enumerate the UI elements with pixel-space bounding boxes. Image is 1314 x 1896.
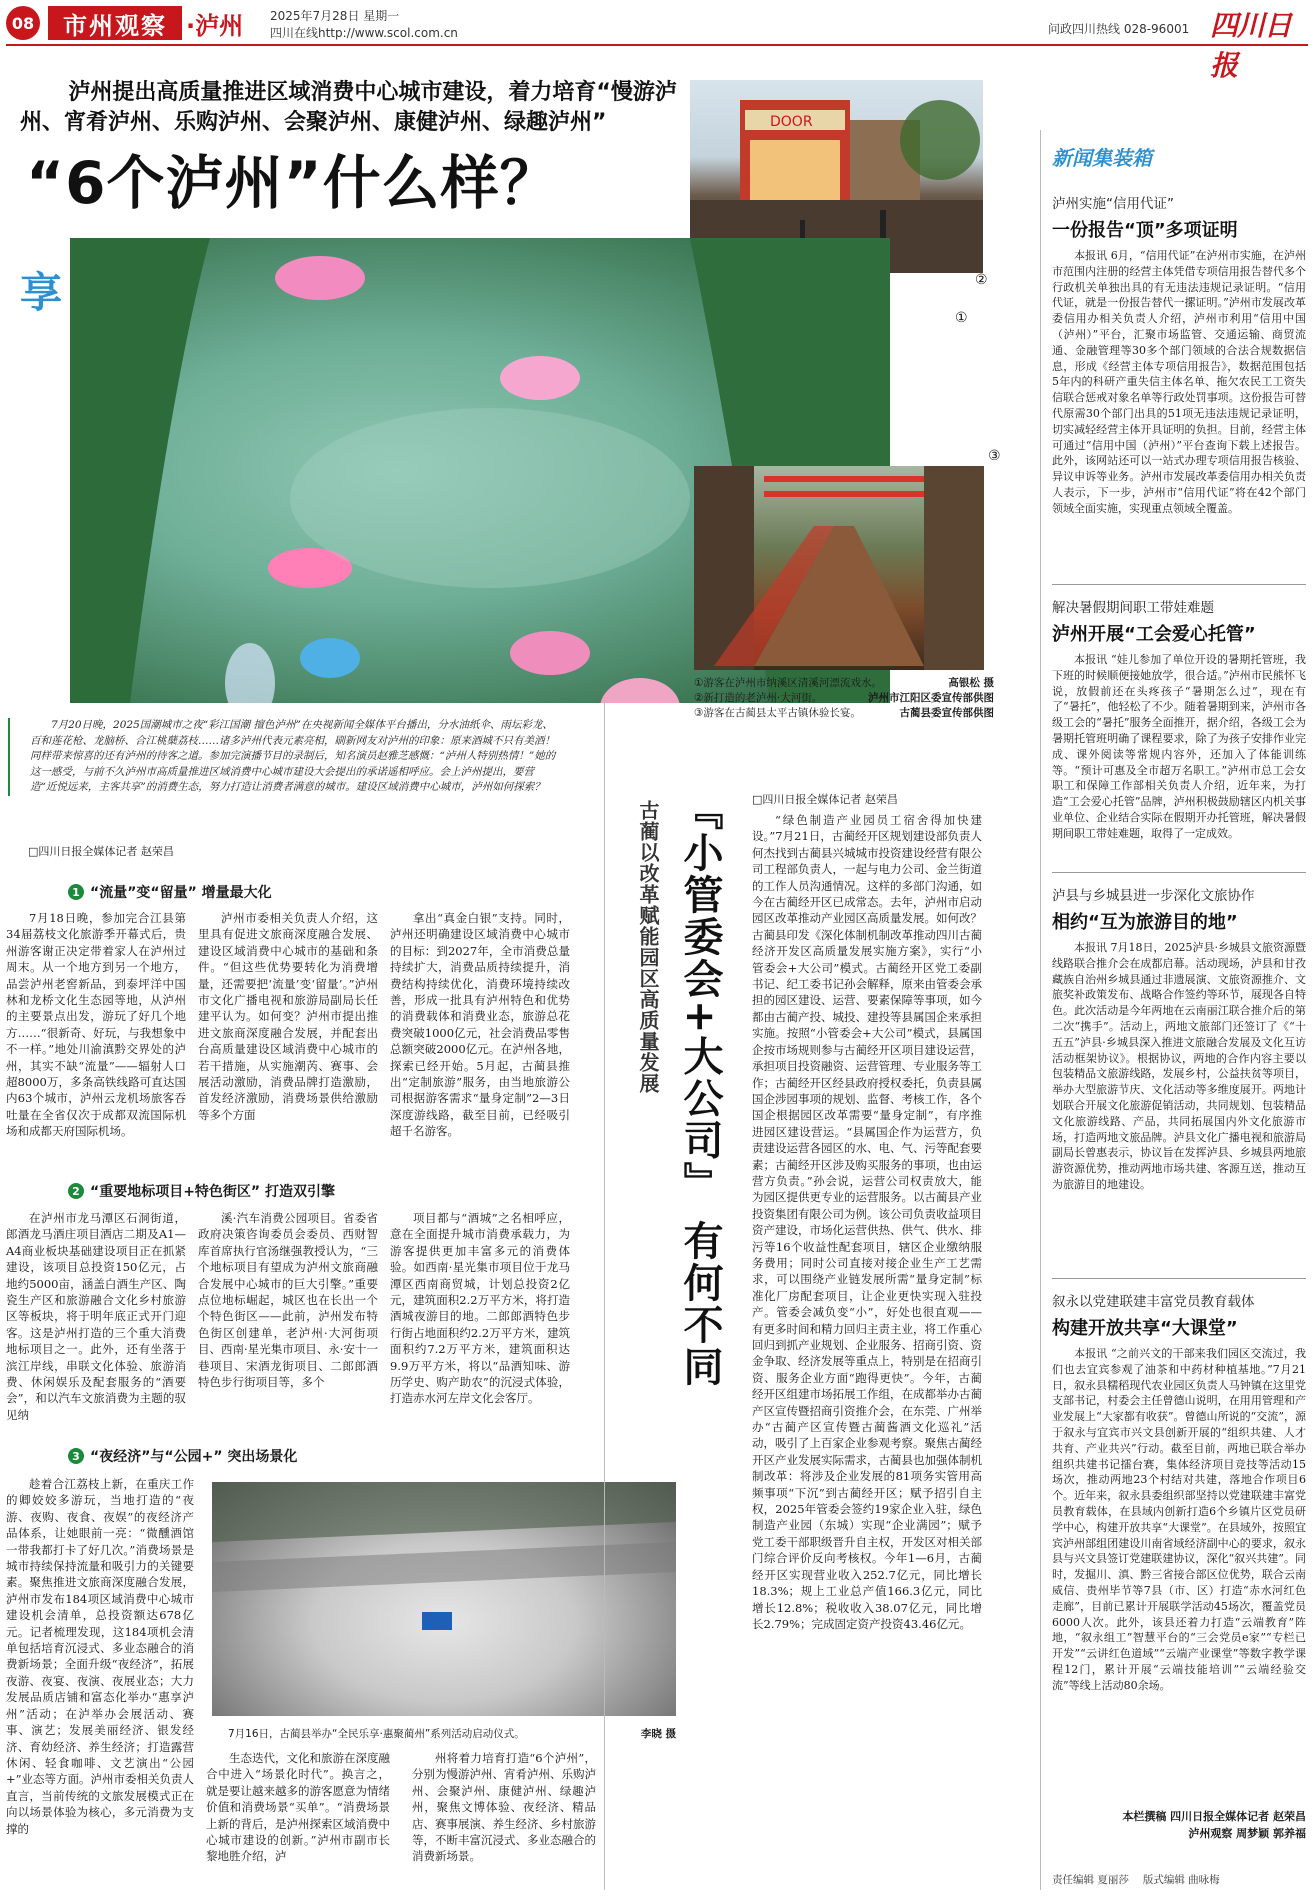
lead-col-5: 溪·汽车消费公园项目。省委省政府决策咨询委员会委员、西财智库首席执行官汤继强教授认为，“三个地标项目有望成为泸州文旅商融合发展中心城市的巨大引擎。”重要点位地标崛起，城区也在长出一个个特色街区——此前，泸州发布特色街区创建单，老泸州·大河街项目、西南·星光集市项目、永·安十一巷项目、宋酒龙街项目、二郎郎酒特色步行街项目等，多个: [198, 1211, 378, 1390]
brief-2-kicker: 解决暑假期间职工带娃难题: [1052, 600, 1214, 616]
lead-col-3: 拿出“真金白银”支持。同时，泸州还明确建设区域消费中心城市的目标：到2027年，全市消费总量持续扩大，消费品质持续提升，消费结构持续优化，消费环境持续改善，形成一批具有泸州特色和优势的消费载体和消费业态，旅游总花费突破1000亿元，社会消费品零售总额突破2000亿元。在泸州各地，探索已经开始。5月起，古蔺县推出“定制旅游”服务，由当地旅游公司根据游客需求“量身定制”2—3日深度游线路，截至目前，已经吸引超千名游客。: [390, 911, 570, 1139]
lead-headline: “6个泸州”什么样？: [26, 149, 559, 217]
shop-sign-text: DOOR: [770, 114, 813, 130]
brief-4-kicker: 叙永以党建联建丰富党员教育载体: [1052, 1294, 1255, 1310]
lead-intro-text: 7月20日晚，2025国潮城市之夜“彩江国潮 擅色泸州”在央视新闻全媒体平台播出，分水油纸伞、雨坛彩龙、百和莲花枪、龙脑桥、合江桃蘖荔枝……诸多泸州代表元素亮相，刷新网友对泸州的印象：原来酒城不只有美酒！同样带来惊喜的还有泸州的待客之道。参加完演播节目的录制后，知名演员赵雅芝感慨：“泸州人特别热情！”她的这一感受，与前不久泸州市高质量推进区域消费中心城市建设大会提出的承诺遥相呼应。会上泸州提出，要营造“近悦远来，主客共享”的消费生态，努力打造让消费者满意的城市。建设区域消费中心城市，泸州如何探索？: [30, 719, 556, 793]
page-number: 08: [6, 6, 40, 40]
brief-3-kicker: 泸县与乡城县进一步深化文旅协作: [1052, 888, 1255, 904]
photo1-number: ①: [955, 310, 968, 326]
story2-left-rule: [604, 700, 605, 1890]
brief-divider-1: [1052, 584, 1306, 585]
brief-1-title: 一份报告“顶”多项证明: [1052, 220, 1238, 241]
photo-banquet: [694, 466, 984, 670]
brief-2-text: 本报讯 “娃儿参加了单位开设的暑期托管班，我下班的时候顺便接她放学，很合适。”泸州市民熊怀飞说，放假前还在头疼孩子“暑期怎么过”，现在有了“暑托”，他轻松了不少。随着暑期到来，泸州市各级工会的“暑托”服务全面推开，据介绍，各级工会为暑期托管班明确了课程要求，除了为孩子安排作业完成、课外阅读等常规内容外，还加入了体能训练等。“预计可惠及全市超万名职工。”泸州市总工会女职工和保障工作部相关负责人介绍，近年来，为打造“工会爱心托管”品牌，泸州积极鼓励辖区内机关事业单位、企业结合实际在假期开办托管班，解决暑假期间职工带娃难题，取得了一定成效。: [1052, 653, 1306, 840]
website: 四川在线http://www.scol.com.cn: [270, 26, 458, 40]
brief-1-kicker: 泸州实施“信用代证”: [1052, 196, 1174, 212]
lead-col-8: 生态迭代，文化和旅游在深度融合中进入“场景化时代”。换言之，就是要让越来越多的游客愿意为情绪价值和消费场景“买单”。“消费场景上新的背后，是泸州探索区域消费中心城市建设的创新。”泸州市副市长黎地胜介绍，泸: [206, 1751, 390, 1864]
brief-3-text: 本报讯 7月18日，2025泸县·乡城县文旅资源暨线路联合推介会在成都启幕。活动现场，泸县和甘孜藏族自治州乡城县通过非遗展演、文旅资源推介、文旅奖补政策发布、战略合作签约等环节，展现各自特色。此次活动是今年两地在云南丽江联合推介后的第二次“携手”。活动上，两地文旅部门还签订了《“十五五”泸县·乡城县深入推进文旅融合发展及文化互访活动框架协议》。根据协议，两地的合作内容主要以包装精品文旅游线路，发展乡村，公益扶贫等项目，举办大型旅游节庆、文化活动等多维度展开。两地计划联合开展文化旅游促销活动，共同规划、包装精品文化旅游线路、产品，共同拓展国内外文化旅游市场，打造两地文旅品牌。泸县文化广播电视和旅游局副局长曾惠表示，协议旨在发挥泸县、乡城县两地旅游资源优势，推动两地市场共建、客源互送，推动互为旅游目的地建设。: [1052, 941, 1306, 1191]
briefs-column-title: 新闻集装箱: [1052, 146, 1152, 170]
brief-4: [1052, 1290, 1306, 1806]
brief-4-text: 本报讯 “之前兴文的干部来我们园区交流过，我们也去宜宾参观了油茶和中药材种植基地。”7月21日，叙永县糯稻现代农业园区负责人马钟镇在这里党支部书记，村委会主任曾德山说明，在用用管理和产业发展上“大家都有收获”。曾德山所说的“交流”，源于叙永与宜宾市兴文县创新开展的“组织共建、人才共育、产业共兴”行动。截至目前，两地已联合举办组织共建书记擂台赛，集体经济项目竞技等活动15场次，推动两地23个村结对共建，落地合作项目6个。近年来，叙永县委组织部坚持以党建联建丰富党员教育载体，在县域内创新打造6个乡镇片区党员研学中心，构建开放共享“大课堂”。在县域外，按照宜宾泸州部组团建设川南省域经济副中心的要求，叙永县与兴文县签订党建联建协议，深化“叙兴共建”。同时，发掘川、滇、黔三省接合部区位优势，联合云南威信、贵州毕节等7县（市、区）打造“赤水河红色走廊”，目前已累计开展联学活动45场次，覆盖党员6000人次。此外，该县还着力打造“云端教育”阵地，“叙永组工”智慧平台的“三会党员e家”“专栏已开发”“云讲红色道域”“云端产业课堂”等数字教学课程12门，累计开展“云端技能培训”“云端经验交流”等线上活动80余场。: [1052, 1347, 1306, 1692]
section-3-heading: 3 “夜经济”与“公园+” 突出场景化: [68, 1446, 297, 1466]
crowd-caption: 7月16日，古蔺县举办“全民乐享·惠聚蔺州”系列活动启动仪式。 李晓 摄: [228, 1728, 676, 1740]
side-title: 享: [14, 270, 63, 320]
brief-1-text: 本报讯 6月，“信用代证”在泸州市实施，在泸州市范围内注册的经营主体凭借专项信用报告替代多个行政机关单独出具的有无违法违规记录证明。“信用代证，就是一份报告替代一摞证明。”泸州市发展改革委信用办相关负责人介绍，泸州市利用“信用中国（泸州）”平台，汇聚市场监管、交通运输、商贸流通、金融管理等30多个部门领域的合法合规数据信息，形成《经营主体专项信用报告》，数据范围包括5年内的科研产重失信主体名单、拖欠农民工工资失信联合惩戒对象名单等行政处罚事项。这份报告可替代原需30个部门出具的51项无违法违规记录证明，切实减轻经营主体开具证明的负担。目前，经营主体可通过“信用中国（泸州）”平台查询下载上述报告。此外，该网站还可以一站式办理专项信用报告核验、异议申诉等业务。泸州市发展改革委信用办相关负责人表示，下一步，泸州市“信用代证”将在42个部门领域全面实施，实现重点领域全覆盖。: [1052, 249, 1306, 515]
brief-2-title: 泸州开展“工会爱心托管”: [1052, 624, 1256, 645]
section-1-num: 1: [68, 884, 84, 900]
story2-title-top: 『小管委会+大公司』: [677, 790, 723, 1204]
brief-divider-2: [1052, 872, 1306, 873]
brief-1: [1052, 192, 1306, 586]
section-1-heading: 1 “流量”变“留量” 增量最大化: [68, 882, 272, 902]
lead-col-7: 趁着合江荔枝上新，在重庆工作的卿姣姣多游玩，当地打造的“夜游、夜购、夜食、夜娱”的夜经济产品体系，让她眼前一亮：“微醺酒馆一带我都打卡了好几次。”消费场景是城市持续保持流量和吸引力的关键要素。聚焦推进文旅商深度融合发展，泸州市发布184项区域消费中心城市建设机会清单，总投资额达678亿元。记者梳理发现，这184项机会清单包括培育沉浸式、多业态融合的消费新场景；全面升级“夜经济”，拓展夜游、夜宴、夜演、夜展业态；大力发展品质店铺和富态化举办“惠享泸州”活动；在泸举办会展活动、赛事、演艺；发展美丽经济、银发经济、育幼经济、养生经济；打造露营休闲、轻食咖啡、文艺演出“公园+”业态等方面。泸州市委相关负责人直言，当前传统的文旅发展模式正在向以场景体验为核心，多元消费为支撑的: [6, 1477, 194, 1836]
section-2-heading: 2 “重要地标项目+特色街区” 打造双引擎: [68, 1181, 335, 1201]
brief-2: [1052, 596, 1306, 874]
caption-2: ②新打造的老泸州·大河街。 泸州市江阳区委宣传部供图: [694, 692, 994, 704]
briefs-left-rule: [1040, 130, 1041, 1890]
lead-col-1: 7月18日晚，参加完合江县第34届荔枝文化旅游季开幕式后，贵州游客谢正决定带着家人在泸州过周末。从一个地方到另一个地方，品尝泸州老窖新品，到泰坪洋中国林和龙桥文化生态园等地，从泸州的主要景点出发，游玩了好几个地方……“很新奇、好玩，与我想象中不一样。”地处川渝滇黔交界处的泸州，其实不缺“流量”——辐射人口超8000万，多条高铁线路可直达国内63个城市，泸州云龙机场旅客吞吐量在全省仅次于成都双流国际机场和成都天府国际机场。: [6, 911, 186, 1139]
photo-crowd-illustration: [212, 1482, 676, 1716]
masthead: [0, 0, 1314, 82]
lead-col-2: 泸州市委相关负责人介绍，这里具有促进文旅商深度融合发展、建设区域消费中心城市的基础和条件。“但这些优势要转化为消费增量，还需要把‘流量’变‘留量’。”泸州市文化广播电视和旅游局副局长任建平认为。如何变？泸州市提出推进文旅商深度融合发展，并配套出台高质量建设区域消费中心城市的若干措施，从实施潮芮、赛事、会展活动激励，消费品牌打造激励，首发经济激励，消费场景供给激励等多个方面: [198, 911, 378, 1122]
caption-3: ③游客在古蔺县太平古镇休验长宴。 古蔺县委宣传部供图: [694, 707, 994, 719]
lead-byline: □四川日报全媒体记者 赵荣昌: [28, 845, 174, 858]
footer-designer: 版式编辑 曲咏梅: [1142, 1874, 1220, 1886]
section-2-num: 2: [68, 1183, 84, 1199]
photo-banquet-illustration: [694, 466, 984, 670]
section-label: 市州观察: [48, 6, 182, 40]
caption-1: ①游客在泸州市纳溪区清溪河漂流戏水。 高银松 摄: [694, 677, 994, 689]
footer-credits: [1052, 1872, 1306, 1887]
lead-col-6: 项目都与“酒城”之名相呼应，意在全面提升城市消费承载力，为游客提供更加丰富多元的消费体验。如西南·星光集市项目位于龙马潭区西南商贸城，计划总投资2亿元，建筑面积2.2万平方米，将打造酒城夜游目的地。二郎郎酒特色步行街占地面积约2.2万平方米，建筑面积约7.2万平方米，建筑面积达9.9万平方米，将以“品酒知味、游历学史、购产助农”的沉浸式体验，打造赤水河左岸文化会客厅。: [390, 1211, 570, 1406]
brief-4-title: 构建开放共享“大课堂”: [1052, 1318, 1238, 1339]
brief-divider-3: [1052, 1278, 1306, 1279]
story2-body: “绿色制造产业园员工宿舍得加快建设。”7月21日，古蔺经开区规划建设部负责人何杰找到古蔺县兴城城市投资建设经营有限公司工程部负责人，一起与电力公司、金兰街道的工作人员沟通情况。这样的多部门沟通，如今在古蔺经开区已成常态。去年，泸州市启动园区改革推动产业园区高质量发展。如何改？古蔺县印发《深化体制机制改革推动四川古蔺经济开发区高质量发展实施方案》，实行“小管委会+大公司”模式。古蔺经开区党工委副书记、纪工委书记孙会解释，原来由管委会承担的园区建设、运营、要素保障等事项，如今都由古蔺产投、城投、建投等县属国企来承担实施。按照“小管委会+大公司”模式，县属国企按市场规则参与古蔺经开区项目建设运营，承担项目投资融资、运营管理、专业服务等工作；古蔺经开区经县政府授权委托，负责县属国企涉园事项的规划、监督、考核工作，各个国企根据园区改革需要“量身定制”，有序推进园区建设营运。“县属国企作为运营方，负责建设运营各园区的水、电、气、污等配套要素；古蔺经开区涉及购买服务的事项，也由运营方负责。”孙会说，运营公司权责放大，能为园区提供更专业的运营服务。以古蔺县产业投资集团有限公司为例。该公司负责收益项目资产建设，市场化运营供热、供气、供水、排污等16个收益性配套项目，辖区企业缴纳服务费用；同时公司直接对接企业生产工艺需求，可以围绕产业链发展所需“量身定制”标准化厂房配套项目，让企业更快实现入驻投产。管委会减负变“小”，好处也很直观——有更多时间和精力回归主责主业，将工作重心回归到抓产业规划、企业服务、招商引资、资金争取、经济发展等重点上，特别是在招商引资、服务企业方面“跑得更快”。今年，古蔺经开区组建市场拓展工作组，在成都举办古蔺产区宣传暨招商引资推介会，在东莞、广州举办“古蔺产区宣传暨古蔺酱酒文化巡礼”活动，吸引了上百家企业参观考察。聚焦古蔺经开区产业发展实际需求，古蔺县也加强体制机制改革：将涉及企业发展的81项务实管用高频事项“下沉”到古蔺经开区；赋予招引自主权，2025年管委会签约19家企业入驻，绿色制造产业园（东城）实现“企业满园”；赋予党工委干部职级晋升自主权，开发区对相关部门综合评价反向考核权。今年1—6月，古蔺经开区实现营业收入252.7亿元，同比增长18.3%；规上工业总产值166.3亿元，同比增长12.8%；税收收入38.07亿元，同比增长2.79%；完成固定资产投资43.46亿元。: [752, 813, 982, 1631]
photo3-number: ③: [988, 448, 1001, 464]
story2-title-bottom: 有何不同: [677, 1220, 723, 1388]
section-3-num: 3: [68, 1448, 84, 1464]
brief-3: [1052, 884, 1306, 1280]
section-city: ·泸州: [186, 12, 244, 40]
briefs-credits: 本栏撰稿 四川日报全媒体记者 赵荣昌 泸州观察 周梦颖 郭养福: [1122, 1810, 1306, 1840]
lead-kicker: 泸州提出高质量推进区域消费中心城市建设，着力培育“慢游泸州、宵肴泸州、乐购泸州、会聚泸州、康健泸州、绿趣泸州”: [20, 80, 677, 135]
story2-byline: □四川日报全媒体记者 赵荣昌: [752, 793, 898, 806]
lead-col-9: 州将着力培育打造“6个泸州”，分别为慢游泸州、宵肴泸州、乐购泸州、会聚泸州、康健泸州、绿趣泸州，聚焦文博体验、夜经济、精品店、赛事展演、养生经济、乡村旅游等，不断丰富沉浸式、多业态融合的消费新场景。: [412, 1751, 596, 1864]
issue-date: 2025年7月28日 星期一: [270, 9, 400, 23]
lead-col-4: 在泸州市龙马潭区石洞街道，郎酒龙马酒庄项目酒店二期及A1—A4商业板块基础建设项目正在抓紧建设，该项目总投资150亿元，占地约5000亩，涵盖白酒生产区、陶瓷生产区和旅游融合文化乡村旅游区等板块，将于明年底正式开门迎客。这是泸州打造的三个重大消费地标项目之一。此外，还有坐落于滨江岸线，串联文化体验、旅游消费、休闲娱乐及配套服务的“酒要会”，和以汽车文旅消费为主题的驭见纳: [6, 1211, 186, 1422]
masthead-rule: [6, 44, 1308, 46]
lead-intro: [8, 718, 558, 796]
story2-kicker: 古蔺以改革赋能园区高质量发展: [636, 800, 660, 1094]
photo-crowd: [212, 1482, 676, 1716]
footer-editor: 责任编辑 夏丽莎: [1052, 1874, 1129, 1886]
photo2-number: ②: [975, 272, 988, 288]
paper-logo: 四川日报: [1210, 9, 1292, 82]
hotline: 问政四川热线 028-96001: [1048, 22, 1190, 36]
brief-3-title: 相约“互为旅游目的地”: [1052, 912, 1238, 933]
photo-captions: [694, 676, 994, 721]
